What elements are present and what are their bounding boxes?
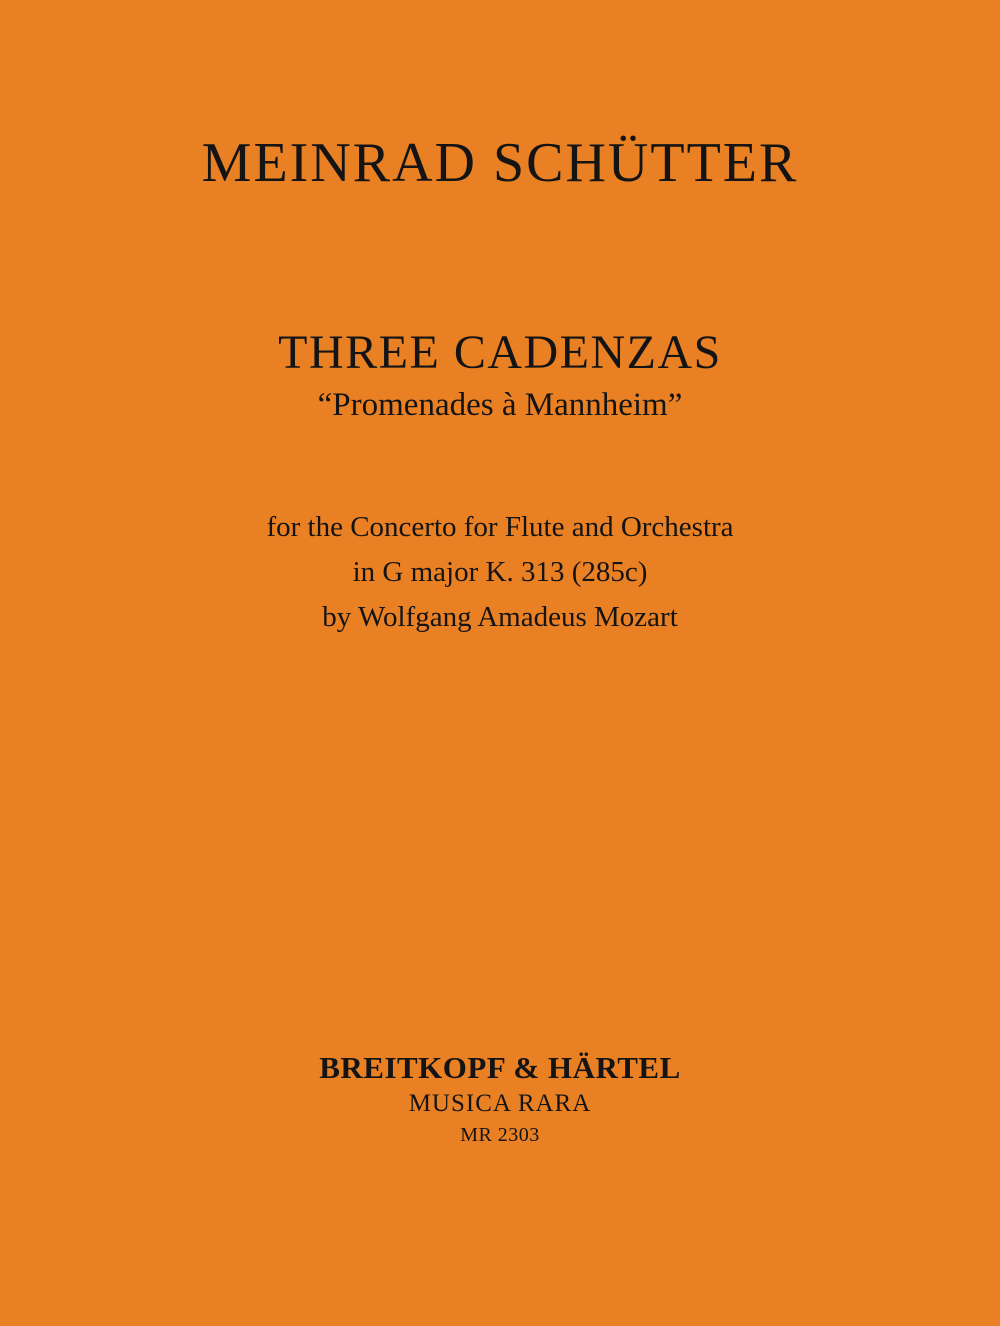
title-block <box>0 325 1000 427</box>
description-line-1: for the Concerto for Flute and Orchestra <box>266 511 734 543</box>
work-subtitle: “Promenades à Mannheim” <box>317 387 683 424</box>
publisher-name: BREITKOPF & HÄRTEL <box>319 1050 681 1085</box>
description-line-2: in G major K. 313 (285c) <box>352 555 648 588</box>
plate-number: MR 2303 <box>460 1124 540 1146</box>
work-title: THREE CADENZAS <box>278 326 722 379</box>
composer-name: MEINRAD SCHÜTTER <box>201 132 799 194</box>
publisher-series: MUSICA RARA <box>408 1090 592 1117</box>
description-line-3: by Wolfgang Amadeus Mozart <box>322 600 678 633</box>
work-description <box>0 505 1000 640</box>
publisher-imprint <box>0 1050 1000 1147</box>
